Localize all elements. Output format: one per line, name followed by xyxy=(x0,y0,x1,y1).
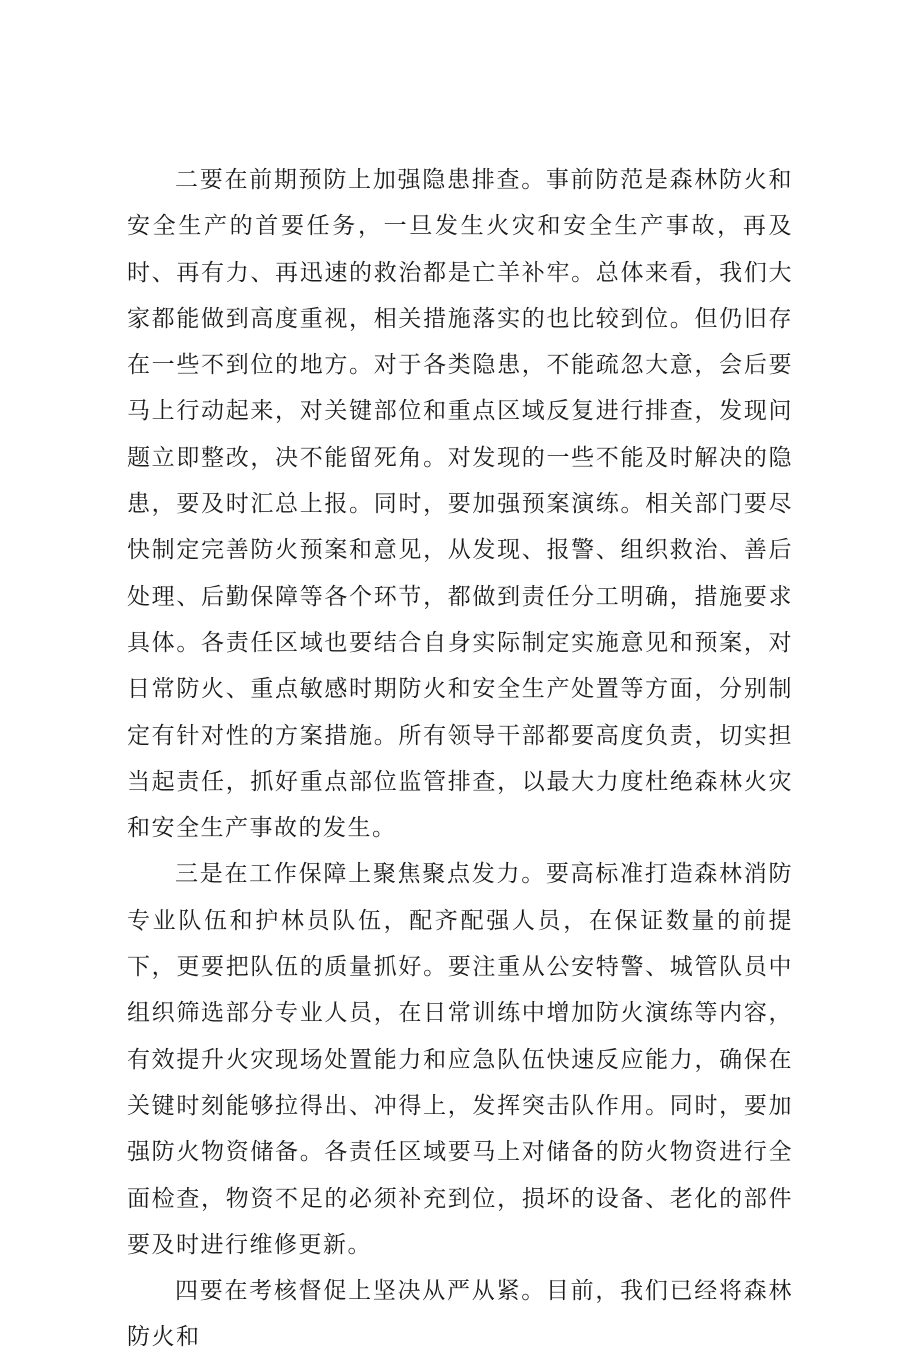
paragraph-work-guarantee: 三是在工作保障上聚焦聚点发力。要高标准打造森林消防专业队伍和护林员队伍，配齐配强人员，在保证数量的前提下，更要把队伍的质量抓好。要注重从公安特警、城管队员中组织筛选部分专业人员，在日常训练中增加防火演练等内容，有效提升火灾现场处置能力和应急队伍快速反应能力，确保在关键时刻能够拉得出、冲得上，发挥突击队作用。同时，要加强防火物资储备。各责任区域要马上对储备的防火物资进行全面检查，物资不足的必须补充到位，损坏的设备、老化的部件要及时进行维修更新。 xyxy=(127,861,793,1258)
paragraph-hazard-inspection: 二要在前期预防上加强隐患排查。事前防范是森林防火和安全生产的首要任务，一旦发生火灾和安全生产事故，再及时、再有力、再迅速的救治都是亡羊补牢。总体来看，我们大家都能做到高度重视，相关措施落实的也比较到位。但仍旧存在一些不到位的地方。对于各类隐患，不能疏忽大意，会后要马上行动起来，对关键部位和重点区域反复进行排查，发现问题立即整改，决不能留死角。对发现的一些不能及时解决的隐患，要及时汇总上报。同时，要加强预案演练。相关部门要尽快制定完善防火预案和意见，从发现、报警、组织救治、善后处理、后勤保障等各个环节，都做到责任分工明确，措施要求具体。各责任区域也要结合自身实际制定实施意见和预案，对日常防火、重点敏感时期防火和安全生产处置等方面，分别制定有针对性的方案措施。所有领导干部都要高度负责，切实担当起责任，抓好重点部位监管排查，以最大力度杜绝森林火灾和安全生产事故的发生。 xyxy=(127,167,793,842)
document-body xyxy=(127,157,793,1361)
paragraph-assessment-supervision: 四要在考核督促上坚决从严从紧。目前，我们已经将森林防火和 xyxy=(127,1278,793,1351)
